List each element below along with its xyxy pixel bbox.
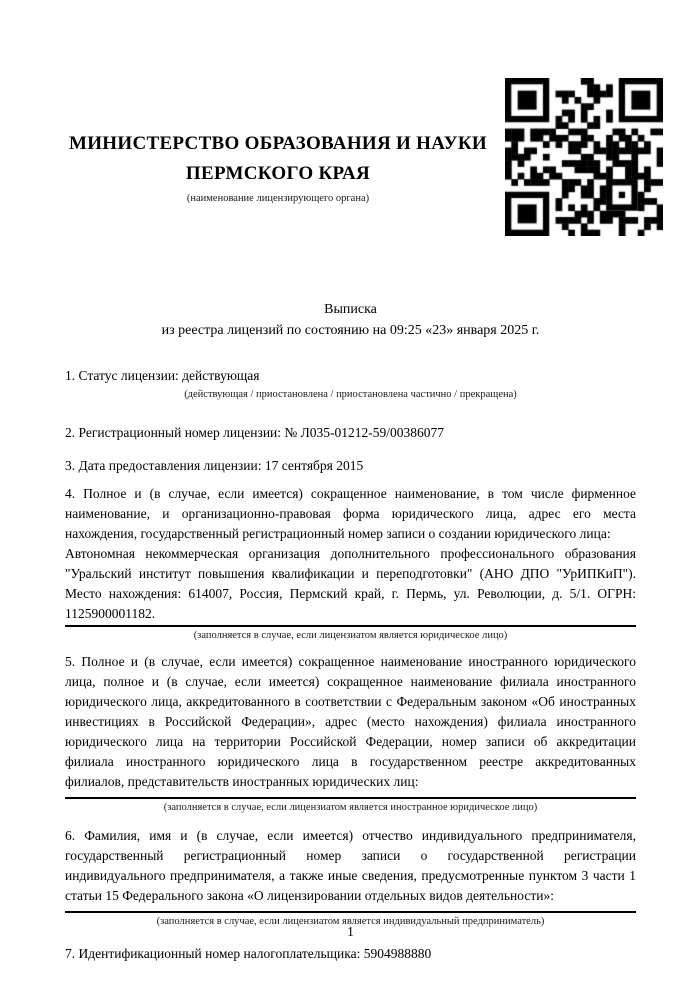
issuing-authority-caption: (наименование лицензирующего органа) — [186, 193, 370, 204]
issuing-authority-name-line2: ПЕРМСКОГО КРАЯ — [185, 163, 371, 184]
qr-code-icon — [505, 78, 663, 238]
item-5-foreign-entity-label: 5. Полное и (в случае, если имеется) сокращенное наименование иностранного юридического лица, полное и (в случае, если имеется) сокращенное наименование филиала иностранного юридического лица, аккредитованного в соответствии с Федеральным законом «Об иностранных инвестициях в Российской Федерации», адрес (место нахождения) филиала иностранного юридического лица на территории Российской Федерации, номер записи об аккредитации филиала иностранного юридического лица в государственном реестре аккредитованных филиалов, представительств иностранных юридических лиц: — [65, 654, 636, 789]
issuing-authority-name-line1: МИНИСТЕРСТВО ОБРАЗОВАНИЯ И НАУКИ — [68, 133, 488, 154]
item-4-caption: (заполняется в случае, если лицензиатом является юридическое лицо) — [193, 630, 508, 641]
page-number: 1 — [347, 924, 354, 939]
item-3-license-grant-date: 3. Дата предоставления лицензии: 17 сентября 2015 — [65, 458, 364, 473]
item-7-taxpayer-id: 7. Идентификационный номер налогоплательщика: 5904988880 — [65, 946, 432, 961]
item-6-blank-fill-line — [65, 906, 636, 913]
document-title: Выписка — [324, 302, 377, 317]
item-2-registration-number: 2. Регистрационный номер лицензии: № Л035-01212-59/00386077 — [65, 425, 445, 440]
issuing-authority-header — [65, 129, 491, 205]
item-1-caption: (действующая / приостановлена / приостановлена частично / прекращена) — [184, 389, 517, 400]
item-4-legal-entity-label: 4. Полное и (в случае, если имеется) сокращенное наименование, в том числе фирменное наименование, и организационно-правовая форма юридического лица, адрес его места нахождения, государственный регистрационный номер записи о создании юридического лица: — [65, 486, 636, 541]
item-5-blank-fill-line — [65, 792, 636, 799]
item-1-license-status: 1. Статус лицензии: действующая — [65, 368, 260, 383]
document-body — [65, 366, 636, 964]
qr-code — [505, 78, 663, 236]
document-title-block — [65, 299, 636, 341]
item-6-caption: (заполняется в случае, если лицензиатом является индивидуальный предприниматель) — [156, 916, 545, 927]
item-4-legal-entity-value: Автономная некоммерческая организация дополнительного профессионального образования "Уральский институт повышения квалификации и переподготовки" (АНО ДПО "УрИПКиП"). Место нахождения: 614007, Россия, Пермский край, г. Пермь, ул. Революции, д. 5/1. ОГРН: 1125900001182. — [65, 544, 636, 627]
item-6-entrepreneur-label: 6. Фамилия, имя и (в случае, если имеется) отчество индивидуального предпринимателя, государственный регистрационный номер записи о государственной регистрации индивидуального предпринимателя, а также иные сведения, предусмотренные пунктом 3 части 1 статьи 15 Федерального закона «О лицензировании отдельных видов деятельности»: — [65, 828, 636, 903]
document-subtitle: из реестра лицензий по состоянию на 09:25 «23» января 2025 г. — [161, 323, 540, 338]
item-5-caption: (заполняется в случае, если лицензиатом является иностранное юридическое лицо) — [163, 802, 538, 813]
